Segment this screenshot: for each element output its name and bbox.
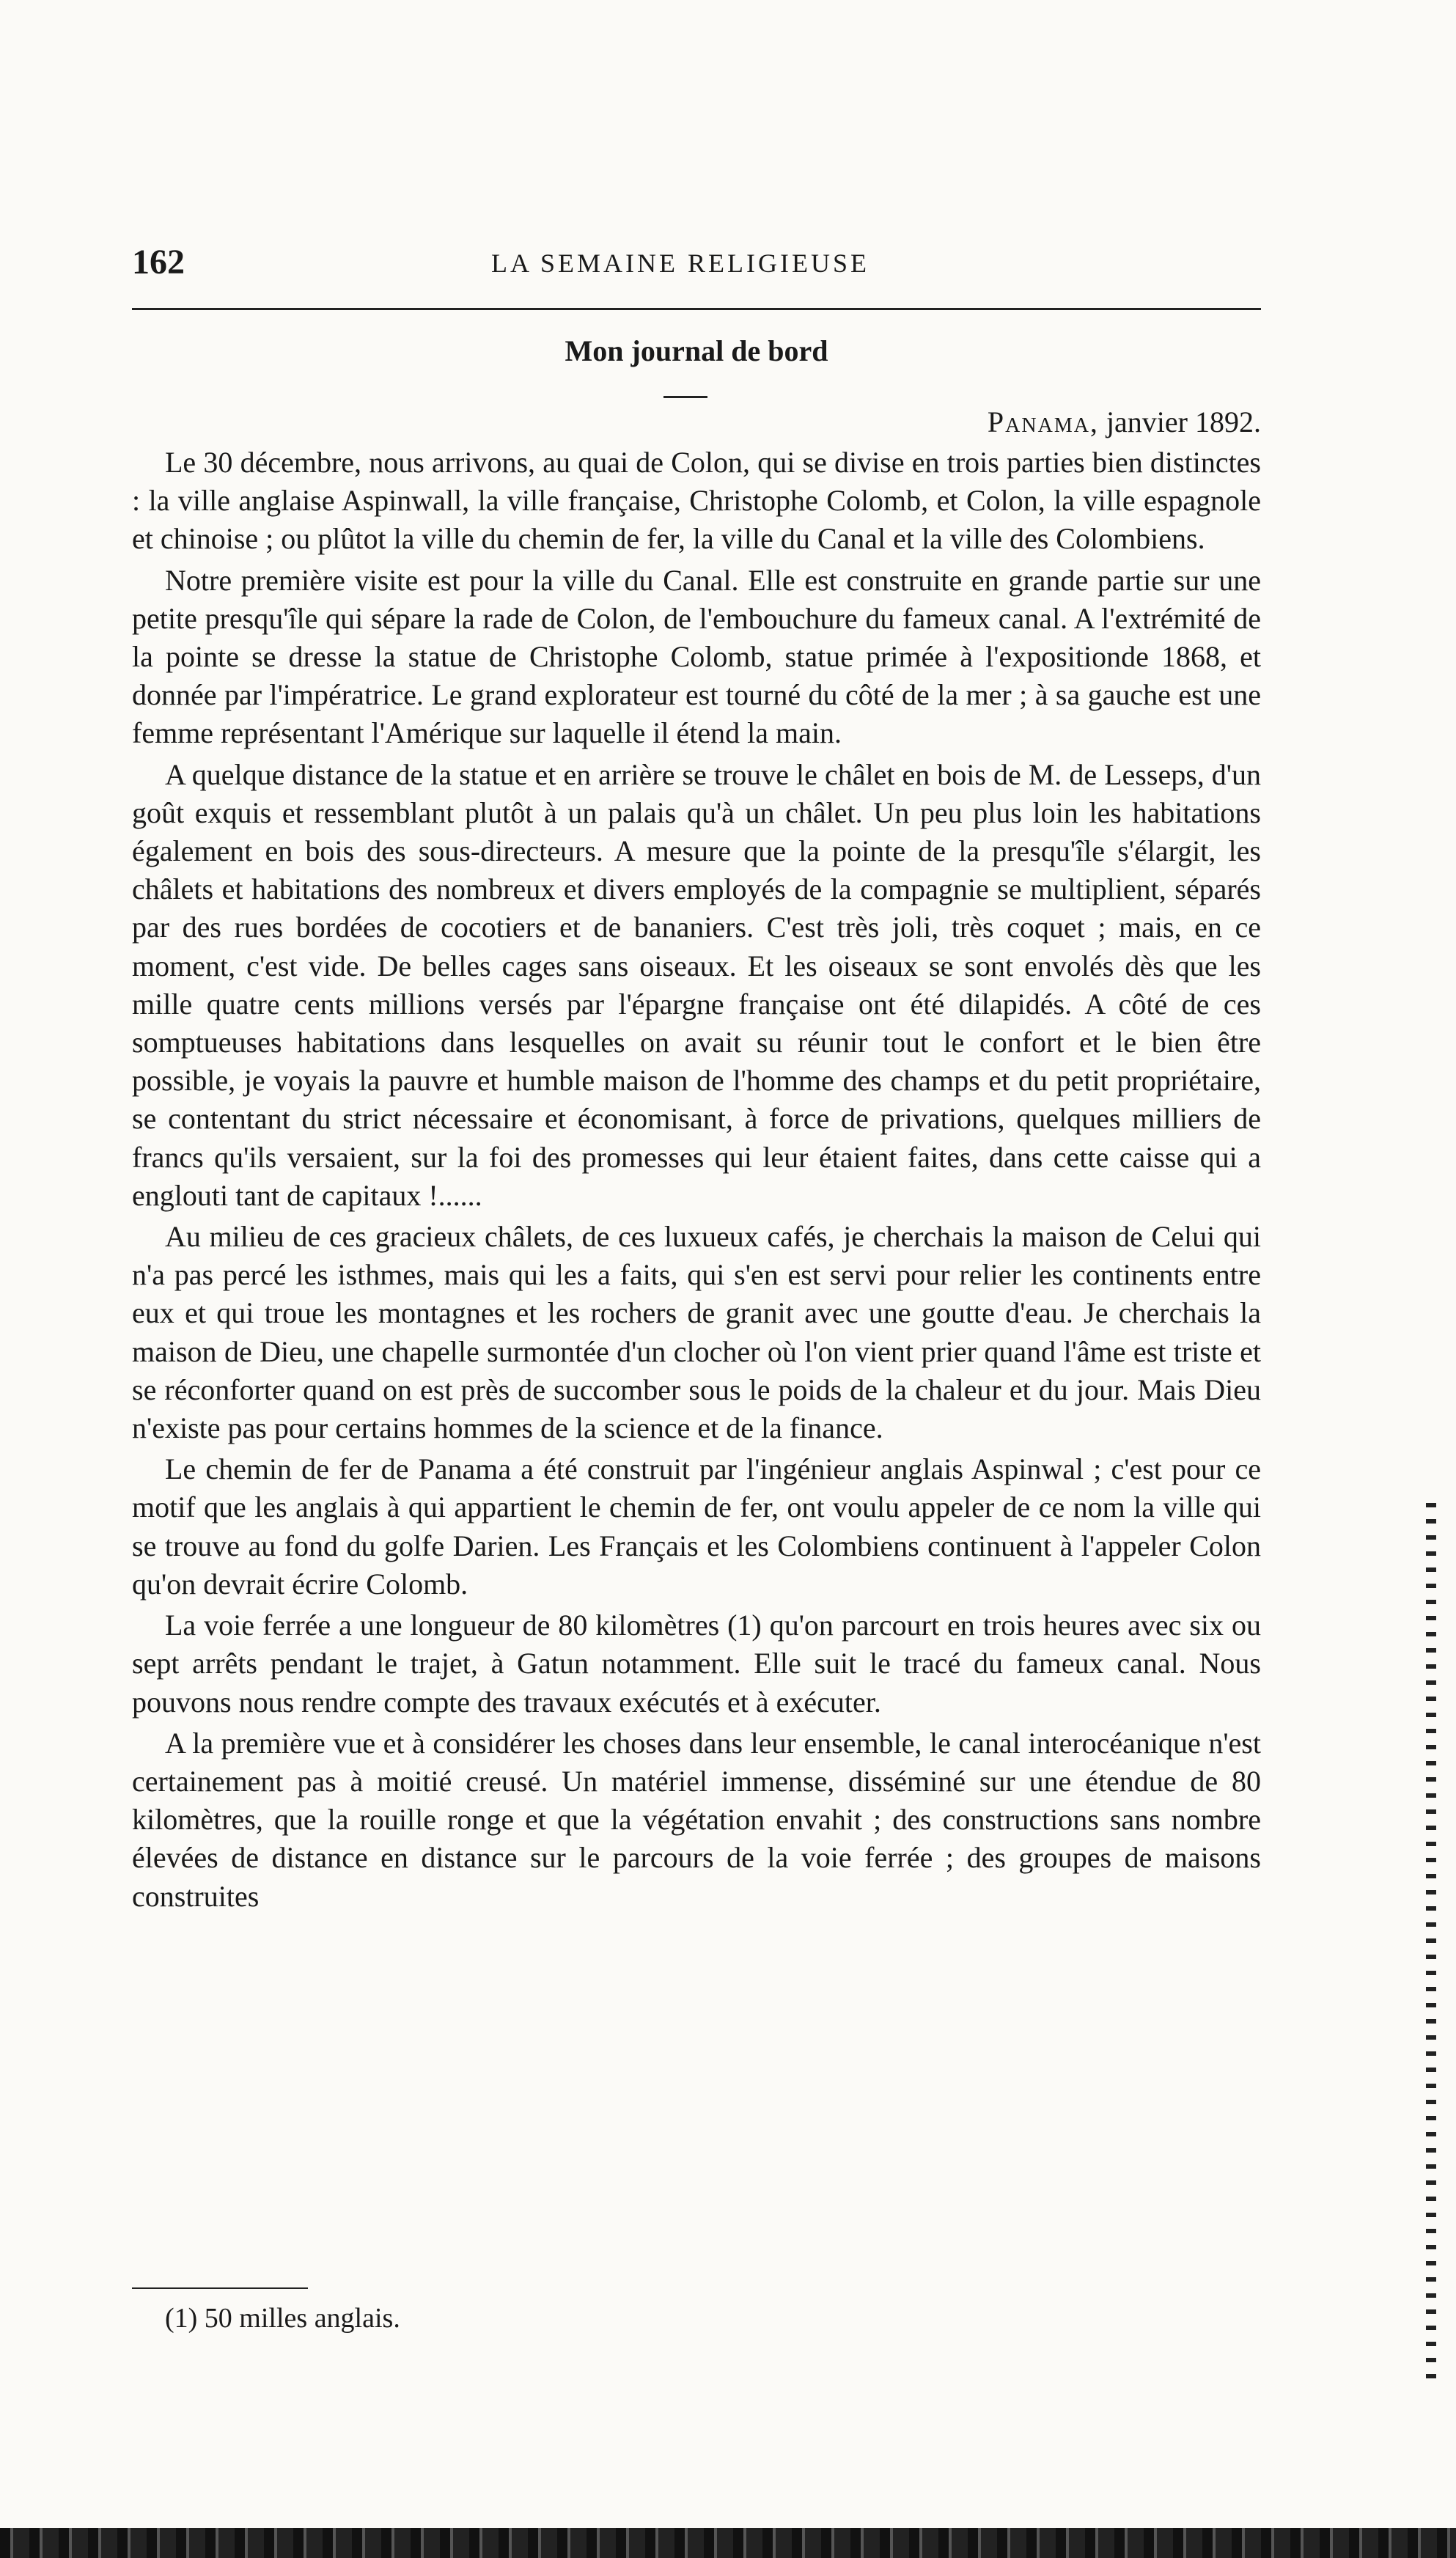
paragraph: Au milieu de ces gracieux châlets, de ces luxueux cafés, je cherchais la maison de Celui qui n'a pas percé les isthmes, mais qui les a faits, qui s'en est servi pour relier les continents entre eux et qui troue les montagnes et les rochers de granit avec une goutte d'eau. Je cherchais la maison de Dieu, une chapelle surmontée d'un clocher où l'on vient prier quand l'âme est triste et se réconforter quand on est près de succomber sous le poids de la chaleur et du jour. Mais Dieu n'existe pas pour certains hommes de la science et de la finance. (132, 1220, 1261, 1445)
dateline-date: janvier 1892. (1106, 405, 1261, 438)
dateline (132, 405, 1261, 439)
page-number: 162 (132, 243, 185, 282)
scan-edge-artifact (1426, 1503, 1436, 2383)
header-rule (132, 308, 1261, 310)
article-title: Mon journal de bord (565, 334, 828, 367)
scan-bottom-band (0, 2528, 1456, 2558)
paragraph: La voie ferrée a une longueur de 80 kilomètres (1) qu'on parcourt en trois heures avec six ou sept arrêts pendant le trajet, à Gatun notamment. Elle suit le tracé du fameux canal. Nous pouvons nous rendre compte des travaux exécutés et à exécuter. (132, 1609, 1261, 1719)
article-body (132, 444, 1261, 1919)
footnote-rule (132, 2287, 308, 2289)
running-head: LA SEMAINE RELIGIEUSE (491, 249, 869, 278)
title-dash (663, 396, 707, 398)
paragraph: A la première vue et à considérer les choses dans leur ensemble, le canal interocéanique n'est certainement pas à moitié creusé. Un matériel immense, disséminé sur une étendue de 80 kilomètres, que la rouille ronge et que la végétation envahit ; des constructions sans nombre élevées de distance en distance sur le parcours de la voie ferrée ; des groupes de maisons construites (132, 1726, 1261, 1913)
paragraph: Notre première visite est pour la ville du Canal. Elle est construite en grande partie sur une petite presqu'île qui sépare la rade de Colon, de l'embouchure du fameux canal. A l'extrémité de la pointe se dresse la statue de Christophe Colomb, statue primée à l'expositionde 1868, et donnée par l'impératrice. Le grand explorateur est tourné du côté de la mer ; à sa gauche est une femme représentant l'Amérique sur laquelle il étend la main. (132, 563, 1261, 750)
dateline-place: Panama, (987, 405, 1099, 438)
paragraph: Le 30 décembre, nous arrivons, au quai de Colon, qui se divise en trois parties bien distinctes : la ville anglaise Aspinwall, la ville française, Christophe Colomb, et Colon, la ville espagnole et chinoise ; ou plûtot la ville du chemin de fer, la ville du Canal et la ville des Colombiens. (132, 446, 1261, 556)
page-header (132, 242, 1261, 293)
paragraph: Le chemin de fer de Panama a été construit par l'ingénieur anglais Aspinwal ; c'est pour ce motif que les anglais à qui appartient le chemin de fer, ont voulu appeler de ce nom la ville qui se trouve au fond du golfe Darien. Les Français et les Colombiens continuent à l'appeler Colon qu'on devrait écrire Colomb. (132, 1452, 1261, 1600)
footnote: (1) 50 milles anglais. (165, 2303, 400, 2334)
paragraph: A quelque distance de la statue et en arrière se trouve le châlet en bois de M. de Lesseps, d'un goût exquis et ressemblant plutôt à un palais qu'à un châlet. Un peu plus loin les habitations également en bois des sous-directeurs. A mesure que la pointe de la presqu'île s'élargit, les châlets et habitations des nombreux et divers employés de la compagnie se multiplient, séparés par des rues bordées de cocotiers et de bananiers. C'est très joli, très coquet ; mais, en ce moment, c'est vide. De belles cages sans oiseaux. Et les oiseaux se sont envolés dès que les mille quatre cents millions versés par l'épargne française ont été dilapidés. A côté de ces somptueuses habitations dans lesquelles on avait su réunir tout le confort et le bien être possible, je voyais la pauvre et humble maison de l'homme des champs et du petit propriétaire, se contentant du strict nécessaire et économisant, à force de privations, quelques milliers de francs qu'ils versaient, sur la foi des promesses qui leur étaient faites, dans cette caisse qui a englouti tant de capitaux !...... (132, 757, 1261, 1212)
